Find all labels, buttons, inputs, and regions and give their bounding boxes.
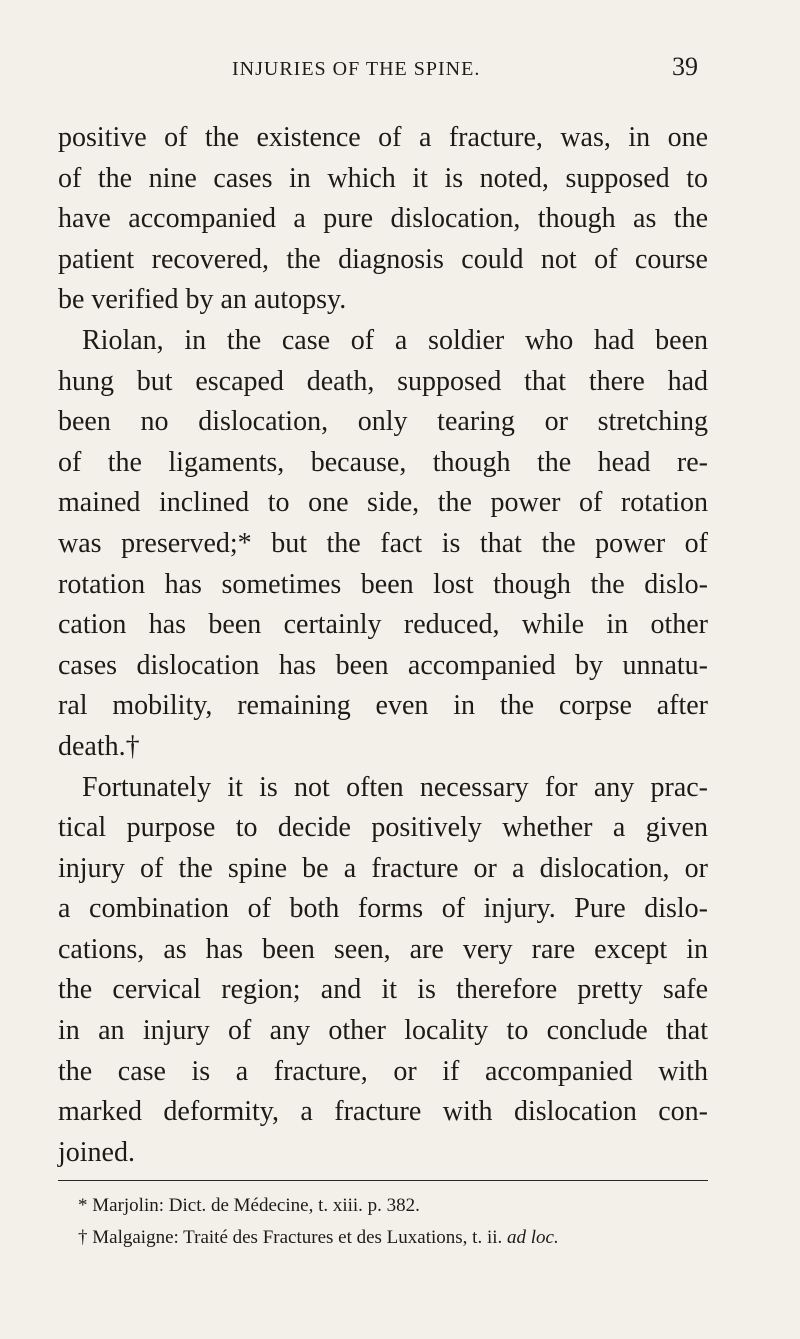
text-line: cation has been certainly reduced, while in other	[58, 609, 708, 641]
text-line: rotation has sometimes been lost though the dislo-	[58, 568, 708, 600]
text-line: mained inclined to one side, the power of rotation	[58, 487, 708, 519]
text-line: patient recovered, the diagnosis could not of course	[58, 243, 708, 275]
text-line: the case is a fracture, or if accompanied with	[58, 1055, 708, 1087]
text-line: have accompanied a pure dislocation, though as the	[58, 203, 708, 235]
footnote-text: Malgaigne: Traité des Fractures et des Luxations, t. ii.	[92, 1227, 503, 1248]
text-line: Fortunately it is not often necessary for any prac-	[82, 771, 708, 803]
footnote	[58, 1190, 738, 1222]
text-line: cases dislocation has been accompanied by unnatu-	[58, 649, 708, 681]
text-line: positive of the existence of a fracture, was, in one	[58, 122, 708, 153]
footnote-text: Marjolin: Dict. de Médecine, t. xiii. p. 382.	[92, 1195, 420, 1216]
text-line: in an injury of any other locality to conclude that	[58, 1015, 708, 1047]
text-line: death.†	[58, 730, 140, 762]
text-line: be verified by an autopsy.	[58, 284, 347, 316]
footnote-italic: ad loc.	[507, 1227, 559, 1248]
text-line: of the ligaments, because, though the head re-	[58, 446, 708, 478]
footnote	[58, 1222, 738, 1254]
text-line: Riolan, in the case of a soldier who had been	[82, 324, 708, 356]
text-line: tical purpose to decide positively whether a given	[58, 812, 708, 844]
footnotes	[58, 1190, 738, 1254]
text-line: cations, as has been seen, are very rare except in	[58, 933, 708, 965]
footnote-rule	[58, 1180, 708, 1181]
text-line: ral mobility, remaining even in the corpse after	[58, 690, 708, 722]
text-line: marked deformity, a fracture with dislocation con-	[58, 1096, 708, 1128]
text-line: of the nine cases in which it is noted, supposed to	[58, 162, 708, 194]
running-head: INJURIES OF THE SPINE.	[232, 58, 481, 80]
text-line: a combination of both forms of injury. Pure dislo-	[58, 893, 708, 925]
body-text	[58, 118, 708, 1173]
footnote-mark: *	[78, 1195, 88, 1216]
text-line: was preserved;* but the fact is that the power of	[58, 527, 708, 559]
page-number: 39	[672, 52, 698, 81]
text-line: hung but escaped death, supposed that there had	[58, 365, 708, 397]
text-line: injury of the spine be a fracture or a dislocation, or	[58, 852, 708, 884]
text-line: the cervical region; and it is therefore pretty safe	[58, 974, 708, 1006]
footnote-mark: †	[78, 1227, 88, 1248]
text-line: been no dislocation, only tearing or stretching	[58, 406, 708, 438]
text-line: joined.	[58, 1136, 135, 1168]
